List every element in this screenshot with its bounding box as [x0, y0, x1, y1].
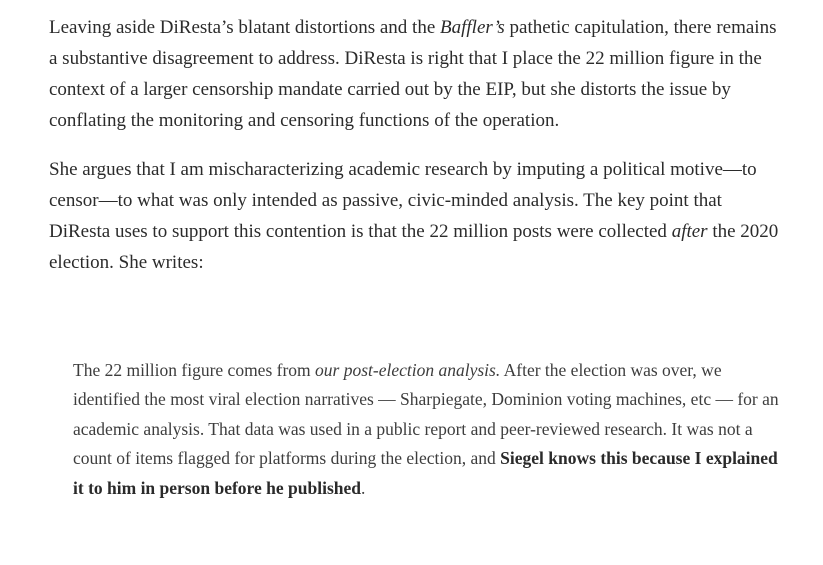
paragraph-1-text-b: pathetic capitulation, there remains a substantive disagreement to address. DiResta is right that I place the 22 million figure in the context of a larger censorship mandate carried out by the EIP, but she distorts the issue by conflating the monitoring and censoring functions of the operation.: [49, 17, 777, 131]
blockquote: [49, 356, 779, 503]
paragraph-2-text-b: the 2020 election. She writes:: [49, 221, 779, 273]
blockquote-text-c: .: [360, 477, 366, 498]
blockquote-text: [73, 356, 779, 503]
article-body: [49, 12, 784, 296]
paragraph-2-text-a: She argues that I am mischaracterizing academic research by imputing a political motive—to censor—to what was only intended as passive, civic-minded analysis. The key point that DiResta uses to support this contention is that the 22 million posts were collected: [49, 159, 757, 242]
paragraph-1-text-a: Leaving aside DiResta’s blatant distortions and the: [49, 17, 441, 38]
paragraph-1-italic: Baffler’s: [440, 17, 505, 38]
paragraph-2: [49, 154, 784, 278]
blockquote-text-a: The 22 million figure comes from: [73, 360, 316, 380]
blockquote-italic: our post-election analysis.: [315, 360, 501, 380]
paragraph-1: [49, 12, 784, 136]
blockquote-bold: Siegel knows this because I explained it to him in person before he published: [73, 448, 778, 498]
paragraph-2-italic: after: [671, 221, 708, 242]
blockquote-text-b: After the election was over, we identified the most viral election narratives — Sharpiegate, Dominion voting machines, etc — for an academic analysis. That data was used in a public report and peer-reviewed research. It was not a count of items flagged for platforms during the election, and: [73, 360, 779, 469]
